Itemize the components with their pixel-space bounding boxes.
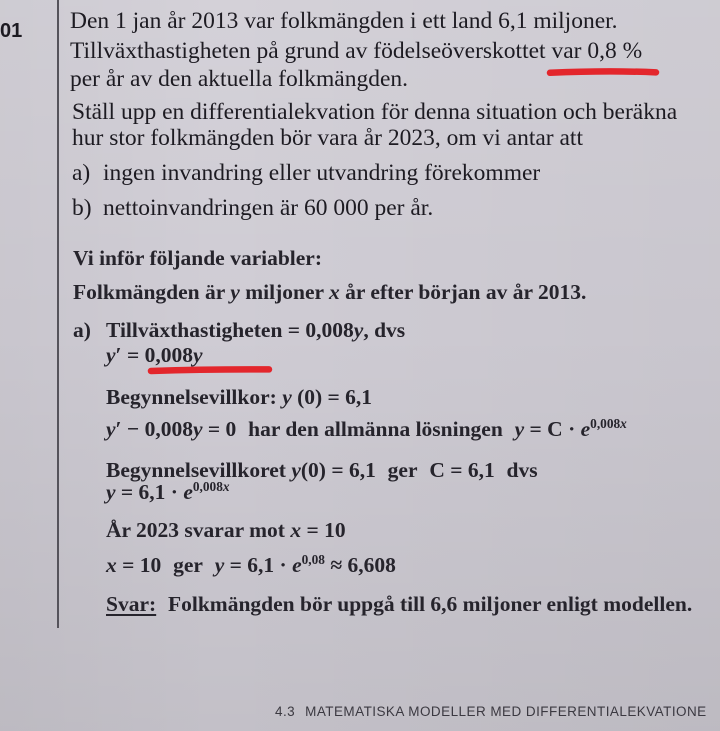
- problem-line-5: hur stor folkmängden bör vara år 2023, om vi antar att: [72, 125, 583, 151]
- part-a-growth-rate: [73, 317, 405, 343]
- variable-x: x: [222, 479, 230, 495]
- evaluation: [106, 552, 396, 581]
- euler-e: e: [292, 553, 302, 577]
- variable-y: y: [106, 343, 116, 367]
- part-a-label: a): [73, 318, 91, 342]
- text-segment: = 10: [116, 553, 162, 577]
- particular-solution: [106, 479, 230, 508]
- variable-y: y: [214, 553, 225, 577]
- problem-item-b: [72, 194, 433, 222]
- text-segment: C = 6,1: [429, 458, 495, 482]
- highlighted-growth-rate: var 0,8 %: [551, 38, 643, 64]
- initial-condition: [106, 384, 372, 410]
- text-segment: miljoner: [239, 280, 330, 304]
- text-segment: Begynnelsevillkoret: [106, 458, 292, 482]
- text-segment: = 6,1 ·: [224, 553, 293, 577]
- variable-x: x: [106, 553, 117, 577]
- euler-e: e: [183, 480, 193, 504]
- general-solution: [106, 416, 627, 445]
- approx-result: ≈ 6,608: [324, 553, 396, 577]
- text-segment: = 0: [202, 417, 237, 441]
- problem-line-1: Den 1 jan år 2013 var folkmängden i ett land 6,1 miljoner.: [70, 8, 618, 34]
- text-segment: ′ =: [115, 343, 145, 367]
- section-number: 4.3: [275, 704, 296, 719]
- text-segment: år efter början av år 2013.: [339, 280, 587, 304]
- text-segment: År 2023 svarar mot: [106, 518, 291, 542]
- text-segment: ger: [173, 553, 203, 577]
- euler-e: e: [580, 417, 591, 441]
- variable-x: x: [329, 280, 340, 304]
- solution-intro: Vi inför följande variabler:: [73, 246, 323, 270]
- exercise-margin-rule: [57, 0, 59, 628]
- text-segment: Begynnelsevillkor:: [106, 385, 283, 409]
- problem-line-4: Ställ upp en differentialekvation för denna situation och beräkna: [72, 99, 678, 125]
- text-segment: = 10: [301, 518, 346, 542]
- variable-y: y: [192, 343, 203, 367]
- year-mapping: [106, 517, 346, 543]
- problem-line-2: [70, 37, 642, 65]
- answer: [106, 591, 692, 617]
- variable-y: y: [291, 458, 301, 482]
- text-segment: (0) = 6,1: [300, 458, 376, 482]
- item-label: a): [72, 160, 91, 186]
- variable-y: y: [514, 417, 525, 441]
- exponent: 0,08: [301, 552, 325, 568]
- exponent: [590, 416, 627, 431]
- answer-label: Svar:: [106, 592, 157, 616]
- variable-definition: [73, 279, 586, 305]
- exercise-number: 01: [0, 20, 23, 42]
- answer-text: Folkmängden bör uppgå till 6,6 miljoner enligt modellen.: [167, 592, 693, 616]
- text-segment: Folkmängden är: [73, 280, 231, 304]
- problem-line-2-text: Tillväxthastigheten på grund av födelseöverskottet: [70, 38, 546, 64]
- variable-x: x: [290, 518, 302, 542]
- exponent: [193, 479, 230, 494]
- variable-y: y: [230, 280, 240, 304]
- item-label: b): [72, 195, 92, 221]
- text-segment: dvs: [506, 458, 538, 482]
- variable-y: y: [282, 385, 292, 409]
- red-marker-underline: [147, 364, 273, 376]
- text-segment: har den allmänna lösningen: [248, 417, 503, 441]
- variable-y: y: [106, 480, 116, 504]
- text-segment: ger: [387, 458, 418, 482]
- problem-item-a: [72, 159, 540, 187]
- coefficient: 0,008: [144, 343, 193, 367]
- text-segment: = C ·: [524, 417, 581, 441]
- text-segment: ′ − 0,008: [115, 417, 193, 441]
- text-segment: (0) = 6,1: [291, 385, 373, 409]
- text-segment: Tillväxthastigheten = 0,008: [106, 318, 354, 342]
- chapter-title: MATEMATISKA MODELLER MED DIFFERENTIALEKVATIONE: [305, 704, 707, 719]
- text-segment: , dvs: [363, 318, 406, 342]
- text-segment: = 6,1 ·: [115, 480, 184, 504]
- variable-x: x: [620, 416, 627, 432]
- running-footer: [275, 703, 707, 721]
- exponent-coefficient: 0,008: [590, 416, 621, 432]
- variable-y: y: [106, 417, 116, 441]
- red-marker-underline: [546, 66, 660, 78]
- problem-line-3: per år av den aktuella folkmängden.: [70, 66, 408, 92]
- item-text: nettoinvandringen är 60 000 per år.: [103, 195, 434, 221]
- variable-y: y: [192, 417, 203, 441]
- exponent-coefficient: 0,008: [192, 479, 223, 495]
- item-text: ingen invandring eller utvandring förekommer: [103, 160, 541, 186]
- variable-y: y: [353, 318, 364, 342]
